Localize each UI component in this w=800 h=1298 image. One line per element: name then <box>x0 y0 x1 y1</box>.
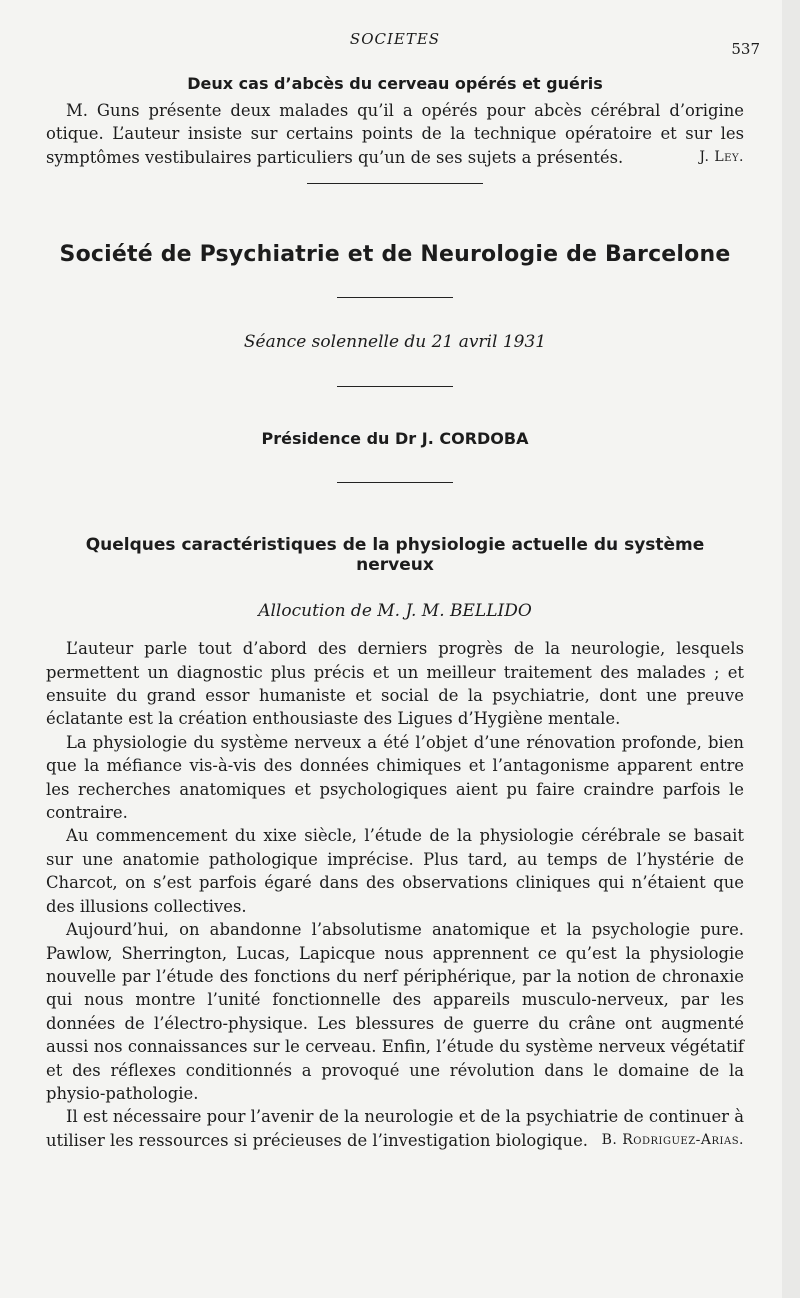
separator-rule <box>337 386 453 387</box>
running-head-title: SOCIETES <box>349 30 441 48</box>
separator-rule <box>337 297 453 298</box>
society-title: Société de Psychiatrie et de Neurologie de Barcelone <box>59 242 731 268</box>
section-title: Deux cas d’abcès du cerveau opérés et guéris <box>187 74 603 93</box>
article-paragraph: Il est nécessaire pour l’avenir de la neurologie et de la psychiatrie de continuer à utiliser les ressources si précieuses de l’investigation biologique. <box>46 1107 744 1150</box>
separator-rule <box>307 183 483 184</box>
session-heading: Séance solennelle du 21 avril 1931 <box>243 332 547 353</box>
section-paragraph: M. Guns présente deux malades qu’il a opérés pour abcès cérébral d’origine otique. L’auteur insiste sur certains points de la technique opératoire et sur les symptômes vestibulaires particuliers qu’un de ses sujets a présentés. <box>46 101 744 167</box>
article-paragraph: L’auteur parle tout d’abord des derniers progrès de la neurologie, lesquels permettent un diagnostic plus précis et un meilleur traitement des malades ; et ensuite du grand essor humaniste et social de la psychiatrie, dont une preuve éclatante est la création enthousiaste des Ligues d’Hygiène mentale. <box>46 639 744 729</box>
separator-rule <box>337 482 453 483</box>
page-number: 537 <box>731 40 760 58</box>
signature: J. Ley. <box>699 149 744 166</box>
article-paragraph: La physiologie du système nerveux a été l’objet d’une rénovation profonde, bien que la méfiance vis-à-vis des données chimiques et l’antagonisme apparent entre les recherches anatomiques et psychologiques aient pu faire craindre parfois le contraire. <box>46 732 744 823</box>
article-paragraph: Aujourd’hui, on abandonne l’absolutisme anatomique et la psychologie pure. Pawlow, Sherrington, Lucas, Lapicque nous apprennent ce qu’est la physiologie nouvelle par l’étude des fonctions du nerf périphérique, par la notion de chronaxie qui nous montre l’unité fonctionnelle des appareils musculo-nerveux, par les données de l’électro-physique. Les blessures de guerre du crâne ont augmenté aussi nos connaissances sur le cerveau. Enfin, l’étude du système nerveux végétatif et des réflexes conditionnés a provoqué une révolution dans le domaine de la physio-pathologie. <box>46 920 744 1103</box>
allocution-heading: Allocution de M. J. M. BELLIDO <box>258 601 532 622</box>
running-head <box>46 0 760 58</box>
article-paragraph: Au commencement du xixe siècle, l’étude de la physiologie cérébrale se basait sur une anatomie pathologique imprécise. Plus tard, au temps de l’hystérie de Charcot, on s’est parfois égaré dans des observations cliniques qui n’étaient que des illusions collectives. <box>46 826 744 916</box>
signature: B. Rodriguez-Arias. <box>601 1132 744 1149</box>
presidence-heading: Présidence du Dr J. CORDOBA <box>261 429 529 449</box>
article-title: Quelques caractéristiques de la physiologie actuelle du système nerveux <box>85 535 705 576</box>
